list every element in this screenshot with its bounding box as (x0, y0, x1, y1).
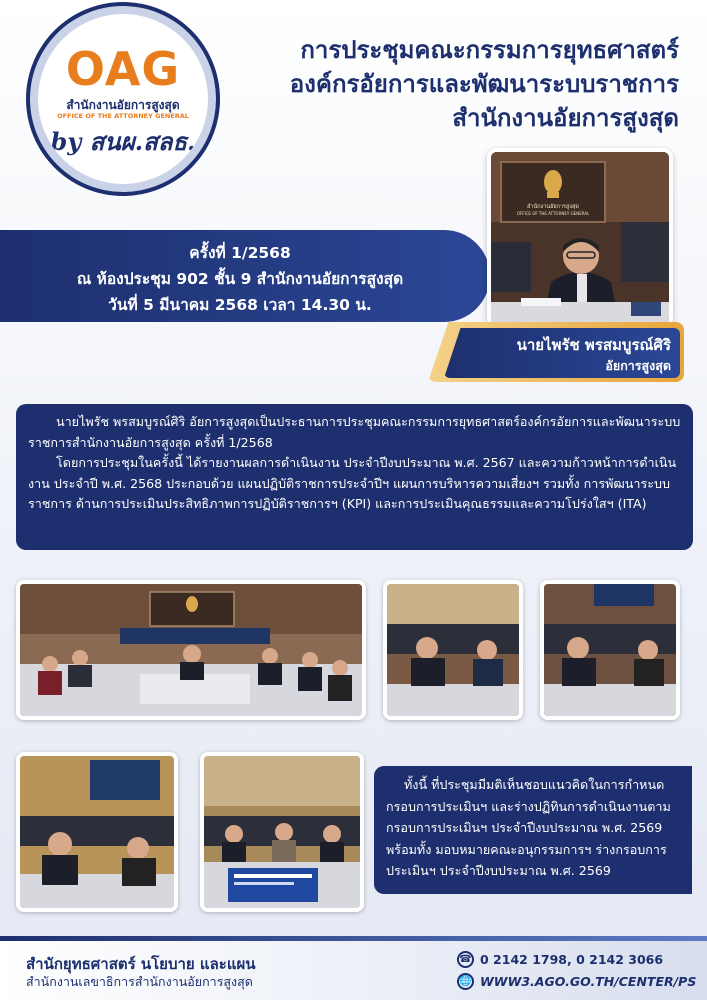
oag-logo (38, 14, 208, 184)
page-title-line-3: สำนักงานอัยการสูงสุด (452, 104, 679, 132)
meeting-photo-4 (16, 752, 178, 912)
chairperson-position: อัยการสูงสุด (605, 358, 671, 373)
resolution-box (374, 766, 692, 894)
meeting-photo-4-scene (20, 756, 174, 908)
globe-icon: 🌐 (457, 973, 474, 990)
meeting-photo-2 (383, 580, 523, 720)
summary-box (16, 404, 693, 550)
resolution-text: ทั้งนี้ ที่ประชุมมีมติเห็นชอบแนวคิดในการกำหนดกรอบการประเมินฯ และร่างปฏิทินการดำเนินงานตามกรอบการประเมินฯ ประจำปีงบประมาณ พ.ศ. 2569 พร้อมทั้ง มอบหมายคณะอนุกรรมการฯ ร่างกรอบการประเมินฯ ประจำปีงบประมาณ พ.ศ. 2569 (386, 777, 671, 878)
meeting-photo-3-scene (544, 584, 676, 716)
meeting-datetime: วันที่ 5 มีนาคม 2568 เวลา 14.30 น. (108, 296, 372, 314)
meeting-number: ครั้งที่ 1/2568 (189, 244, 291, 262)
footer-office: สำนักงานเลขาธิการสำนักงานอัยการสูงสุด (26, 974, 253, 989)
portrait-sign-thai: สำนักงานอัยการสูงสุด (527, 204, 579, 210)
portrait-sign-english: OFFICE OF THE ATTORNEY GENERAL (516, 211, 590, 216)
logo-oag-text: OAG (65, 42, 181, 96)
footer-phone: 0 2142 1798, 0 2142 3066 (480, 952, 664, 967)
chairperson-portrait (487, 148, 673, 328)
footer-website[interactable]: WWW3.AGO.GO.TH/CENTER/PS (480, 974, 697, 989)
meeting-photo-5-scene (204, 756, 360, 908)
footer-accent-bar (0, 936, 707, 941)
footer-department: สำนักยุทธศาสตร์ นโยบาย และแผน (26, 955, 256, 973)
meeting-photo-5 (200, 752, 364, 912)
phone-icon: ☎ (457, 951, 474, 968)
portrait-scene (491, 152, 673, 328)
logo-thai-name: สำนักงานอัยการสูงสุด (66, 98, 180, 112)
meeting-photo-2-scene (387, 584, 519, 716)
summary-paragraph-1: นายไพรัช พรสมบูรณ์ศิริ อัยการสูงสุดเป็นประธานการประชุมคณะกรรมการยุทธศาสตร์องค์กรอัยการและพัฒนาระบบราชการสำนักงานอัยการสูงสุด ครั้งที่ 1/2568 (28, 414, 681, 450)
meeting-photo-3 (540, 580, 680, 720)
summary-paragraph-2: โดยการประชุมในครั้งนี้ ได้รายงานผลการดำเนินงาน ประจำปีงบประมาณ พ.ศ. 2567 และความก้าวหน้าการดำเนินงาน ประจำปี พ.ศ. 2568 ประกอบด้วย แผนปฏิบัติราชการประจำปีฯ แผนการบริหารความเสี่ยงฯ รวมทั้ง การพัฒนาระบบราชการ ด้านการประเมินประสิทธิภาพการปฏิบัติราชการฯ (KPI) และการประเมินคุณธรรมและความโปร่งใสฯ (ITA) (28, 455, 677, 512)
meeting-photo-wide-scene (20, 584, 362, 716)
page-title-line-1: การประชุมคณะกรรมการยุทธศาสตร์ (300, 36, 679, 64)
logo-english-name: OFFICE OF THE ATTORNEY GENERAL (57, 112, 189, 120)
meeting-venue: ณ ห้องประชุม 902 ชั้น 9 สำนักงานอัยการสูงสุด (76, 270, 404, 288)
page-title-line-2: องค์กรอัยการและพัฒนาระบบราชการ (289, 70, 679, 98)
chairperson-name: นายไพรัช พรสมบูรณ์ศิริ (516, 336, 671, 354)
logo-by-line: by สนผ.สลธ. (50, 127, 196, 156)
meeting-photo-wide (16, 580, 366, 720)
